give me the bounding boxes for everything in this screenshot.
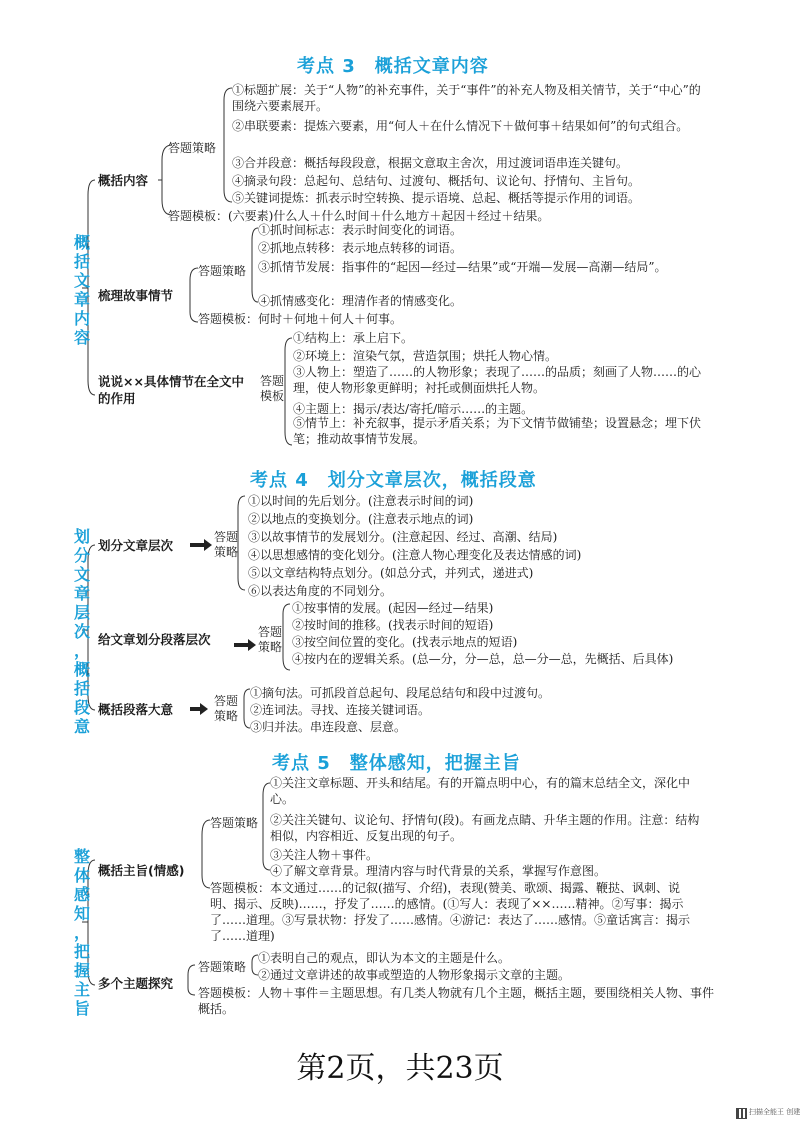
- template-line: 答题模板：何时＋何地＋何人＋何事。: [198, 312, 403, 326]
- list-item: ②环境上：渲染气氛，营造氛围；烘托人物心情。: [293, 349, 558, 363]
- section-title-5: 考点 5 整体感知，把握主旨: [272, 753, 521, 774]
- section-title-4: 考点 4 划分文章层次，概括段意: [250, 470, 537, 491]
- side-label-char: 主: [73, 980, 90, 999]
- side-label-4: [72, 527, 92, 736]
- list-item: ⑤以文章结构特点划分。(如总分式，并列式，递进式): [248, 566, 534, 580]
- strategy-label: 答题策略: [198, 264, 247, 278]
- strategy-label: 答题策略: [168, 141, 217, 155]
- side-label-char: 次: [73, 622, 90, 641]
- strategy-label: 答题策略: [214, 694, 239, 723]
- list-item: ④以思想感情的变化划分。(注意人物心理变化及表达情感的词): [248, 548, 582, 562]
- side-label-3: [72, 233, 92, 347]
- side-label-char: 章: [73, 584, 90, 603]
- list-item: ②串联要素：提炼六要素，用“何人＋在什么情况下＋做何事＋结果如何”的句式组合。: [232, 119, 689, 133]
- list-item: ②以地点的变换划分。(注意表示地点的词): [248, 512, 474, 526]
- list-item: ③以故事情节的发展划分。(注意起因、经过、高潮、结局): [248, 530, 558, 544]
- side-label-char: 章: [73, 290, 90, 309]
- template-line: 答题模板：本文通过……的记叙(描写、介绍)，表现(赞美、歌颂、揭露、鞭挞、讽刺、说明、揭示、反映)……，抒发了……的感情。(①写人：表现了××……精神。②写事：揭示了……道理。③写景状物：抒发了……感情。④游记：表达了……感情。⑤童话寓言：揭示了……道理): [210, 881, 691, 943]
- list-item: ②连词法。寻找、连接关键词语。: [250, 703, 431, 717]
- side-label-char: 概: [73, 660, 90, 679]
- side-label-char: 文: [73, 565, 90, 584]
- strategy-label: 答题模板: [260, 374, 285, 403]
- list-item: ①表明自己的观点，即认为本文的主题是什么。: [258, 951, 511, 965]
- side-label-char: 划: [73, 527, 90, 546]
- list-item: ①摘句法。可抓段首总起句、段尾总结句和段中过渡句。: [250, 686, 551, 700]
- side-label-char: 括: [73, 252, 90, 271]
- list-item: ②抓地点转移：表示地点转移的词语。: [258, 241, 463, 255]
- side-label-char: 括: [73, 679, 90, 698]
- list-item: ④主题上：揭示/表达/寄托/暗示……的主题。: [293, 402, 534, 416]
- node-main-theme: 概括主旨(情感): [98, 863, 185, 878]
- strategy-label: 答题策略: [198, 960, 247, 974]
- list-item: ①抓时间标志：表示时间变化的词语。: [258, 223, 463, 237]
- side-label-char: 握: [73, 961, 90, 980]
- node-plot-outline: 梳理故事情节: [98, 288, 174, 303]
- side-label-char: 意: [73, 717, 90, 736]
- template-line: 答题模板：(六要素)什么人＋什么时间＋什么地方＋起因＋经过＋结果。: [168, 209, 550, 223]
- list-item: ①按事情的发展。(起因—经过—结果): [292, 601, 494, 615]
- side-label-char: 整: [73, 847, 90, 866]
- list-item: ①关注文章标题、开头和结尾。有的开篇点明中心，有的篇末总结全文，深化中心。: [270, 776, 691, 806]
- strategy-label: 答题策略: [210, 816, 259, 830]
- list-item: ③按空间位置的变化。(找表示地点的短语): [292, 635, 518, 649]
- list-item: ②通过文章讲述的故事或塑造的人物形象揭示文章的主题。: [258, 968, 571, 982]
- node-multiple-themes: 多个主题探究: [98, 976, 174, 991]
- list-item: ②关注关键句、议论句、抒情句(段)。有画龙点睛、升华主题的作用。注意：结构相似，内容相近、反复出现的句子。: [270, 813, 700, 843]
- side-label-char: 知: [73, 904, 90, 923]
- list-item: ③抓情节发展：指事件的“起因—经过—结果”或“开端—发展—高潮—结局”。: [258, 260, 667, 274]
- side-label-char: ，: [73, 641, 90, 660]
- list-item: ②按时间的推移。(找表示时间的短语): [292, 618, 494, 632]
- side-label-char: 分: [73, 546, 90, 565]
- side-label-char: 内: [73, 309, 90, 328]
- qr-icon: [736, 1108, 747, 1119]
- list-item: ①结构上：承上启下。: [293, 331, 414, 345]
- list-item: ①以时间的先后划分。(注意表示时间的词): [248, 494, 474, 508]
- section-title-3: 考点 3 概括文章内容: [297, 56, 489, 77]
- scanner-watermark: 扫描全能王 创建: [749, 1108, 800, 1116]
- page-footer: 第2页，共23页: [296, 1051, 504, 1086]
- side-label-char: 感: [73, 885, 90, 904]
- list-item: ⑥以表达角度的不同划分。: [248, 584, 393, 598]
- side-label-char: 体: [73, 866, 90, 885]
- list-item: ⑤关键词提炼：抓表示时空转换、提示语境、总起、概括等提示作用的词语。: [232, 191, 641, 205]
- side-label-char: 文: [73, 271, 90, 290]
- side-label-char: ，: [73, 923, 90, 942]
- node-paragraph-main-idea: 概括段落大意: [98, 702, 174, 717]
- list-item: ①标题扩展：关于“人物”的补充事件，关于“事件”的补充人物及相关情节，关于“中心”的围绕六要素展开。: [232, 83, 701, 113]
- side-label-char: 容: [73, 328, 90, 347]
- side-label-char: 段: [73, 698, 90, 717]
- list-item: ③归并法。串连段意、层意。: [250, 720, 407, 734]
- list-item: ④抓情感变化：理清作者的情感变化。: [258, 294, 463, 308]
- list-item: ⑤情节上：补充叙事，提示矛盾关系；为下文情节做铺垫；设置悬念；埋下伏笔；推动故事情节发展。: [293, 416, 702, 446]
- node-divide-layers: 划分文章层次: [98, 538, 174, 553]
- list-item: ③人物上：塑造了……的人物形象；表现了……的品质；刻画了人物……的心理，使人物形象更鲜明；衬托或侧面烘托人物。: [293, 365, 702, 395]
- list-item: ③关注人物＋事件。: [270, 848, 379, 862]
- side-label-char: 旨: [73, 999, 90, 1018]
- side-label-5: [72, 847, 92, 1018]
- template-line: 答题模板：人物＋事件＝主题思想。有几类人物就有几个主题，概括主题，要围绕相关人物、事件概括。: [198, 986, 715, 1016]
- list-item: ③合并段意：概括每段段意，根据文意取主舍次，用过渡词语串连关键句。: [232, 156, 629, 170]
- node-divide-paragraphs: 给文章划分段落层次: [98, 632, 211, 647]
- node-summarize-content: 概括内容: [98, 173, 149, 188]
- list-item: ④按内在的逻辑关系。(总—分，分—总，总—分—总，先概括、后具体): [292, 652, 674, 666]
- strategy-label: 答题策略: [258, 625, 283, 654]
- node-plot-role: 说说××具体情节在全文中的作用: [98, 374, 244, 406]
- side-label-char: 把: [73, 942, 90, 961]
- strategy-label: 答题策略: [214, 530, 239, 559]
- side-label-char: 概: [73, 233, 90, 252]
- list-item: ④了解文章背景。理清内容与时代背景的关系，掌握写作意图。: [270, 864, 607, 878]
- list-item: ④摘录句段：总起句、总结句、过渡句、概括句、议论句、抒情句、主旨句。: [232, 174, 641, 188]
- side-label-char: 层: [73, 603, 90, 622]
